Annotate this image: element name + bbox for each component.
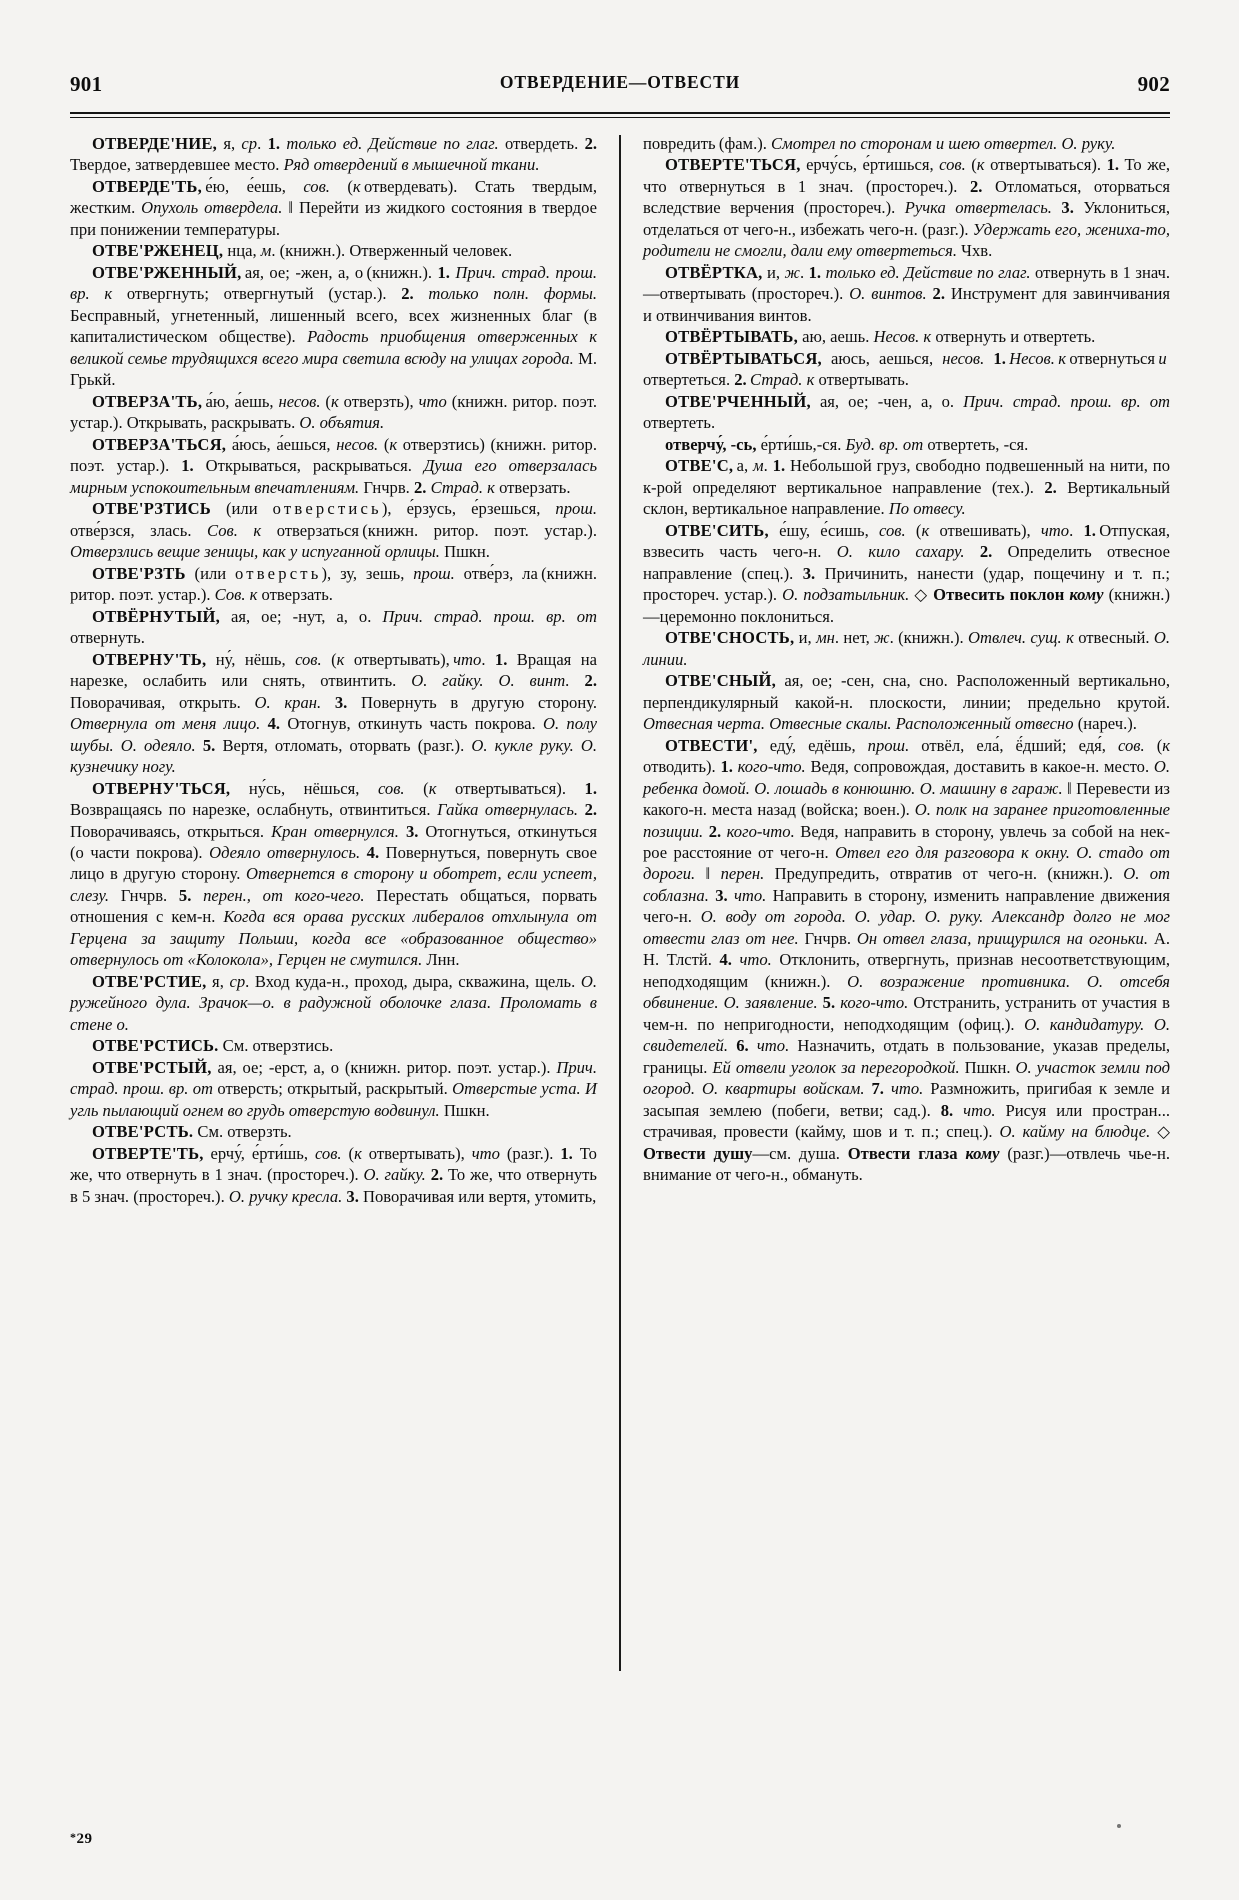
signature-mark [70, 1830, 93, 1848]
dictionary-entry: ОТВЁРТЫВАТЬСЯ, аюсь, аешься, несов. 1. Несов. к отвернуться и отвертеться. 2. Страд. к отвертывать. [643, 348, 1170, 390]
dictionary-entry: ОТВЁРТЫВАТЬ, аю, аешь. Несов. к отвернуть и отвертеть. [665, 327, 1096, 347]
folio-left: 901 [70, 72, 103, 96]
right-column [643, 133, 1170, 1823]
dictionary-entry: ОТВЕ'РЧЕННЫЙ, ая, ое; -чен, а, о. Прич. страд. прош. вр. от отвертеть. [643, 391, 1170, 433]
dictionary-entry: ОТВЕ'СНОСТЬ, и, мн. нет, ж. (книжн.). Отвлеч. сущ. к отвесный. О. линии. [643, 628, 1170, 669]
dictionary-entry: отверчу́, -сь, е́рти́шь,-ся. Буд. вр. от отвертеть, -ся. [665, 434, 1029, 454]
column-gutter [597, 133, 643, 1823]
dictionary-entry: ОТВЕРЗА'ТЬ, а́ю, а́ешь, несов. (к отверзть), что (книжн. ритор. поэт. устар.). Открывать, раскрывать. О. объятия. [70, 391, 597, 433]
dictionary-entry: ОТВЁРНУТЫЙ, ая, ое; -нут, а, о. Прич. страд. прош. вр. от отвернуть. [70, 606, 598, 648]
signature-number: 29 [76, 1831, 93, 1847]
dictionary-entry: ОТВЕ'СНЫЙ, ая, ое; -сен, сна, сно. Расположенный вертикально, перпендикулярный какой-н. плоскости, линии; предельно крутой. Отвесная черта. Отвесные скалы. Расположенный отвесно (нареч.). [643, 671, 1170, 734]
signature-star: * [70, 1830, 77, 1844]
dictionary-entry: ОТВЕРНУ'ТЬСЯ, ну́сь, нёшься, сов. (к отвертываться). 1. Возвращаясь по нарезке, ослабнуть, отвинтиться. Гайка отвернулась. 2. Поворачиваясь, открыться. Кран отвернулся. 3. Отогнуться, откинуться (о части покрова). Одеяло отвернулось. 4. Повернуться, повернуть свое лицо в другую сторону. Отвернется в сторону и оботрет, если успеет, слезу. Гнчрв. 5. перен., от кого-чего. Перестать общаться, порвать отношения с кем-н. Когда вся орава русских либералов отхлынула от Герцена за защиту Польши, когда все «образованное общество» отвернулось от «Колокола», Герцен не смутился. Лнн. [70, 778, 598, 970]
running-head [70, 72, 1170, 106]
dictionary-entry: ОТВЕ'РСТЫЙ, ая, ое; -ерст, а, о (книжн. ритор. поэт. устар.). Прич. страд. прош. вр. от отверсть; открытый, раскрытый. Отверстые уста. И угль пылающий огнем во грудь отверстую водвинул. Пшкн. [70, 1057, 597, 1120]
dictionary-entry: ОТВЕ'РЗТИСЬ (или отверстись), е́рзусь, е́рзешься, прош. отве́рзся, злась. Сов. к отверзаться (книжн. ритор. поэт. устар.). Отверзлись вещие зеницы, как у испуганной орлицы. Пшкн. [70, 499, 597, 562]
dictionary-entry: ОТВЁРТКА, и, ж. 1. только ед. Действие по глаг. отвернуть в 1 знач.—отвертывать (простореч.). О. винтов. 2. Инструмент для завинчивания и отвинчивания винтов. [643, 262, 1171, 325]
left-column [70, 133, 597, 1823]
columns-wrapper [70, 133, 1170, 1823]
dictionary-entry: ОТВЕРДЕ'ТЬ, е́ю, е́ешь, сов. (к отвердевать). Стать твердым, жестким. Опухоль отвердела. ‖ Перейти из жидкого состояния в твердое при понижении температуры. [70, 176, 597, 239]
dictionary-entry: ОТВЕРНУ'ТЬ, ну́, нёшь, сов. (к отвертывать), что. 1. Вращая на нарезке, ослабить или снять, отвинтить. О. гайку. О. винт. 2. Поворачивая, открыть. О. кран. 3. Повернуть в другую сторону. Отвернула от меня лицо. 4. Отогнув, откинуть часть покрова. О. полу шубы. О. одеяло. 5. Вертя, отломать, оторвать (разг.). О. кукле руку. О. кузнечику ногу. [70, 649, 597, 777]
folio-right: 902 [1137, 72, 1170, 96]
header-rule [70, 112, 1170, 118]
dictionary-entry: ОТВЕСТИ', еду́, едёшь, прош. отвёл, ела́, ё́дший; едя́, сов. (к отводить). 1. кого-что. Ведя, сопровождая, доставить в какое-н. место. О. ребенка домой. О. лошадь в конюшню. О. машину в гараж. ‖ Перевести из какого-н. места назад (войска; воен.). О. полк на заранее приготовленные позиции. 2. кого-что. Ведя, направить в сторону, увлечь за собой на нек-рое расстояние от чего-н. Отвел его для разговора к окну. О. стадо от дороги. ‖ перен. Предупредить, отвратив от чего-н. (книжн.). О. от соблазна. 3. что. Направить в сторону, изменить направление движения чего-н. О. воду от города. О. удар. О. руку. Александр долго не мог отвести глаз от нее. Гнчрв. Он отвел глаза, прищурился на огоньки. А. Н. Тлстй. 4. что. Отклонить, отвергнуть, признав несоответствующим, неподходящим (книжн.). О. возражение противника. О. отсебя обвинение. О. заявление. 5. кого-что. Отстранить, устранить от участия в чем-н. по непригодности, неподходящим (офиц.). О. кандидатуру. О. свидетелей. 6. что. Назначить, отдать в пользование, указав пределы, границы. Ей отвели уголок за перегородкой. Пшкн. О. участок земли под огород. О. квартиры войскам. 7. что. Размножить, пригибая к земле и засыпая землею (побеги, ветви; сад.). 8. что. Рисуя или простран... страчивая, провести (кайму, шов и т. п.; спец.). О. кайму на блюдце. ◇ Отвести душу—см. душа. Отвести глаза кому (разг.)—отвлечь чье-н. внимание от чего-н., обмануть. [643, 735, 1171, 1185]
running-head-title: ОТВЕРДЕНИЕ—ОТВЕСТИ [499, 72, 741, 92]
dictionary-entry: ОТВЕ'РЗТЬ (или отверсть), зу, зешь, прош. отве́рз, ла (книжн. ритор. поэт. устар.). Сов. к отверзать. [70, 563, 597, 605]
dictionary-entry: ОТВЕ'РЖЕНЕЦ, нца, м. (книжн.). Отверженный человек. [92, 241, 513, 261]
column-divider-rule [619, 135, 621, 1671]
dictionary-entry: ОТВЕ'РСТИЕ, я, ср. Вход куда-н., проход, дыра, скважина, щель. О. ружейного дула. Зрачок—о. в радужной оболочке глаза. Проломать в стене о. [70, 971, 597, 1034]
dictionary-entry: ОТВЕ'РСТИСЬ. См. отверзтись. [92, 1036, 334, 1056]
dictionary-entry: повредить (фам.). Смотрел по сторонам и шею отвертел. О. руку. [643, 134, 1116, 153]
dictionary-entry: ОТВЕРТЕ'ТЬ, ерчу́, е́рти́шь, сов. (к отвертывать), что (разг.). 1. То же, что отвернуть в 1 знач. (простореч.). О. гайку. 2. То же, что отвернуть в 5 знач. (простореч.). О. ручку кресла. 3. Поворачивая или вертя, утомить, [70, 1143, 597, 1206]
dictionary-entry: ОТВЕ'РСТЬ. См. отверзть. [92, 1122, 292, 1142]
dictionary-entry: ОТВЕ'СИТЬ, е́шу, е́сишь, сов. (к отвешивать), что. 1. Отпуская, взвесить часть чего-н. О. кило сахару. 2. Определить отвесное направление (спец.). 3. Причинить, нанести (удар, пощечину и т. п.; простореч. устар.). О. подзатыльник. ◇ Отвесить поклон кому (книжн.)—церемонно поклониться. [643, 520, 1171, 626]
dictionary-entry: ОТВЕРТЕ'ТЬСЯ, ерчу́сь, е́ртишься, сов. (к отвертываться). 1. То же, что отвернуться в 1 знач. (простореч.). 2. Отломаться, оторваться вследствие верчения (простореч.). Ручка отвертелась. 3. Уклониться, отделаться от чего-н., избежать чего-н. (разг.). Удержать его, жениха-то, родители не смогли, дали ему отвертеться. Чхв. [643, 155, 1170, 261]
dictionary-entry: ОТВЕ'РЖЕННЫЙ, ая, ое; -жен, а, о (книжн.). 1. Прич. страд. прош. вр. к отвергнуть; отвергнутый (устар.). 2. только полн. формы. Бесправный, угнетенный, лишенный всего, всех жизненных благ (в капиталистическом обществе). Радость приобщения отверженных к великой семье трудящихся всего мира светила всюду на улицах города. М. Грькй. [70, 262, 598, 390]
page-content-area [70, 72, 1170, 1832]
dictionary-entry: ОТВЕРДЕ'НИЕ, я, ср. 1. только ед. Действие по глаг. отвердеть. 2. Твердое, затвердевшее место. Ряд отвердений в мышечной ткани. [70, 134, 598, 175]
scan-speck [1117, 1824, 1121, 1828]
dictionary-entry: ОТВЕ'С, а, м. 1. Небольшой груз, свободно подвешенный на нити, по к-рой определяют вертикальное направление (тех.). 2. Вертикальный склон, вертикальное направление. По отвесу. [643, 456, 1170, 519]
dictionary-entry: ОТВЕРЗА'ТЬСЯ, а́юсь, а́ешься, несов. (к отверзтись) (книжн. ритор. поэт. устар.). 1. Открываться, раскрываться. Душа его отверзалась мирным успокоительным впечатлениям. Гнчрв. 2. Страд. к отверзать. [70, 434, 597, 497]
